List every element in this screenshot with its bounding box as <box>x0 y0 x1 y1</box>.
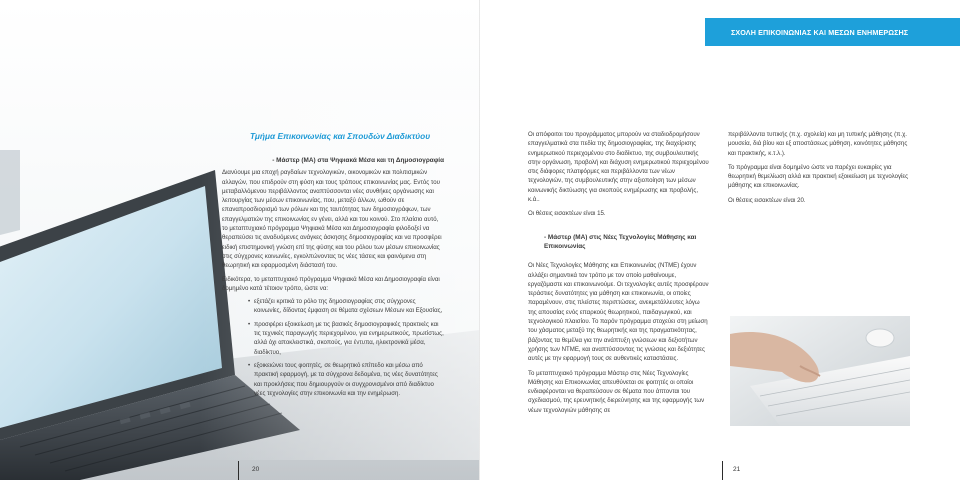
page-rule <box>238 461 239 480</box>
paragraph: Διανύουμε μια εποχή ραγδαίων τεχνολογικών, οικονομικών και πολιτισμικών αλλαγών, που επιδρούν στη φύση και τους τρόπους επικοινωνίας μας. Εντός του μεταβαλλόμενου περιβάλλοντος αναπτύσσονται νέες συνθήκες οργάνωσης και λειτουργίας των μέσων επικοινωνίας, που, μεταξύ άλλων, ωθούν σε επαναπροσδιορισμό των ρόλων και της ταυτότητας των δημοσιογράφων, των επαγγελματιών της επικοινωνίας εν γένει, αλλά και του κοινού. Στο πλαίσιο αυτό, το μεταπτυχιακό πρόγραμμα Ψηφιακά Μέσα και Δημοσιογραφία φιλοδοξεί να θεραπεύσει τις αναδυόμενες ανάγκες άσκησης δημοσιογραφίας και να προσφέρει ειδική επιστημονική γνώση επί της φύσης και του ρόλου των μέσων επικοινωνίας στις σύγχρονες κοινωνίες, εγκολπώνοντας τις νέες τάσεις και φαινόμενα στη θεωρητική και εφαρμοσμένη διάστασή του. <box>222 169 442 270</box>
paragraph: περιβάλλοντα τυπικής (π.χ. σχολεία) και μη τυπικής μάθησης (π.χ. μουσεία, διά βίου και εξ αποστάσεως μάθηση, κοινότητες μάθησης και πρακτικής, κ.τ.λ.). <box>728 131 908 157</box>
subtitle-new-technologies: - Μάστερ (ΜΑ) στις Νέες Τεχνολογίες Μάθησης και Επικοινωνίας <box>544 233 697 250</box>
left-text-panel <box>222 128 444 402</box>
right-column-a <box>528 130 710 420</box>
page-number-left: 20 <box>252 466 260 473</box>
subtitle-digital-media: - Μάστερ (ΜΑ) στα Ψηφιακά Μέσα και τη Δημοσιογραφία <box>272 157 444 164</box>
bullet-item: • εξοικειώνει τους φοιτητές, σε θεωρητικό επίπεδο και μέσω από πρακτική εφαρμογή, με τα σύγχρονα δεδομένα, τις νέες δυνατότητες και προκλήσεις που δημιουργούν οι συγχρονισμένοι από διαδίκτυο νέες τεχνολογίες στην επικοινωνία και την ενημέρωση. <box>222 361 444 398</box>
keyboard-hand-photo <box>730 316 910 426</box>
intake-count: Οι θέσεις εισακτέων είναι 20. <box>728 196 806 204</box>
bullet-item: • προσφέρει εξοικείωση με τις βασικές δημοσιογραφικές πρακτικές και τις τεχνικές παραγωγής περιεχομένου, για ενημερωτικούς, πρωτίστως, αλλά όχι αποκλειστικά, σκοπούς, για έντυπα, ηλεκτρονικά μέσα, διαδίκτυο, <box>222 320 444 357</box>
bullet-item: • εξετάζει κριτικά το ρόλο της δημοσιογραφίας στις σύγχρονες κοινωνίες, δίδοντας έμφαση σε θέματα σχέσεων Μέσων και Εξουσίας, <box>222 297 444 316</box>
page-rule <box>722 461 723 480</box>
right-column-b <box>728 130 910 210</box>
paragraph: Οι Νέες Τεχνολογίες Μάθησης και Επικοινωνίας (ΝΤΜΕ) έχουν αλλάξει σημαντικά τον τρόπο με τον οποίο μαθαίνουμε, εργαζόμαστε και επικοινωνούμε. Οι τεχνολογίες αυτές προσφέρουν τεράστιες δυνατότητες για μάθηση και επικοινωνία, οι οποίες παραμένουν, στις πλείστες περιπτώσεις, ανεκμετάλλευτες λόγω της απουσίας ενός επαρκούς θεωρητικού, παιδαγωγικού, και τεχνολογικού πλαισίου. Το παρόν πρόγραμμα στοχεύει στη μείωση του χάσματος μεταξύ της θεωρητικής και της πραγματικότητας, βάζοντας τα θεμέλια για την ανάπτυξη γνώσεων και δεξιοτήτων χρήσης των ΝΤΜΕ, και αναπτύσσοντας τις γνώσεις και δεξιότητες αυτές με την εφαρμογή τους σε αυθεντικές καταστάσεις. <box>528 262 709 363</box>
section-title: Τμήμα Επικοινωνίας και Σπουδών Διαδικτύου <box>250 131 431 141</box>
bullet-list <box>222 297 444 398</box>
paragraph: Το μεταπτυχιακό πρόγραμμα Μάστερ στις Νέες Τεχνολογίες Μάθησης και Επικοινωνίας απευθύνεται σε φοιτητές οι οποίοι ενδιαφέρονται να θεραπεύσουν σε θέματα που άπτονται του σχεδιασμού, της ερευνητικής διερεύνησης και της εφαρμογής των νέων τεχνολογιών μάθησης σε <box>528 369 705 414</box>
intake-count: Οι θέσεις εισακτέων είναι 15. <box>528 210 606 218</box>
paragraph: Ειδικότερα, το μεταπτυχιακό πρόγραμμα Ψηφιακά Μέσα και Δημοσιογραφία είναι δομημένο κατά τέτοιον τρόπο, ώστε να: <box>222 275 440 292</box>
paragraph: Το πρόγραμμα είναι δομημένο ώστε να παρέχει ευκαιρίες για θεωρητική θεμελίωση αλλά και πρακτική εξοικείωση με τεχνολογίες μάθησης και επικοινωνίας. <box>728 163 909 190</box>
school-header: ΣΧΟΛΗ ΕΠΙΚΟΙΝΩΝΙΑΣ ΚΑΙ ΜΕΣΩΝ ΕΝΗΜΕΡΩΣΗΣ <box>731 28 909 37</box>
paragraph: Οι απόφοιτοι του προγράμματος μπορούν να σταδιοδρομήσουν επαγγελματικά στα πεδία της δημοσιογραφίας, της διαχείρισης ενημερωτικού περιεχομένου στο διαδίκτυο, της συμβουλευτικής στην οργάνωση, προβολή και διάχυση ενημερωτικού περιεχομένου στις διάφορες πλατφόρμες και περιβάλλοντα των νέων τεχνολογιών, της συμβουλευτικής στην αξιοποίηση των μέσων κοινωνικής δικτύωσης για σκοπούς ενημέρωσης και προβολής, κ.ά.. <box>528 131 709 204</box>
page-number-right: 21 <box>733 466 741 473</box>
